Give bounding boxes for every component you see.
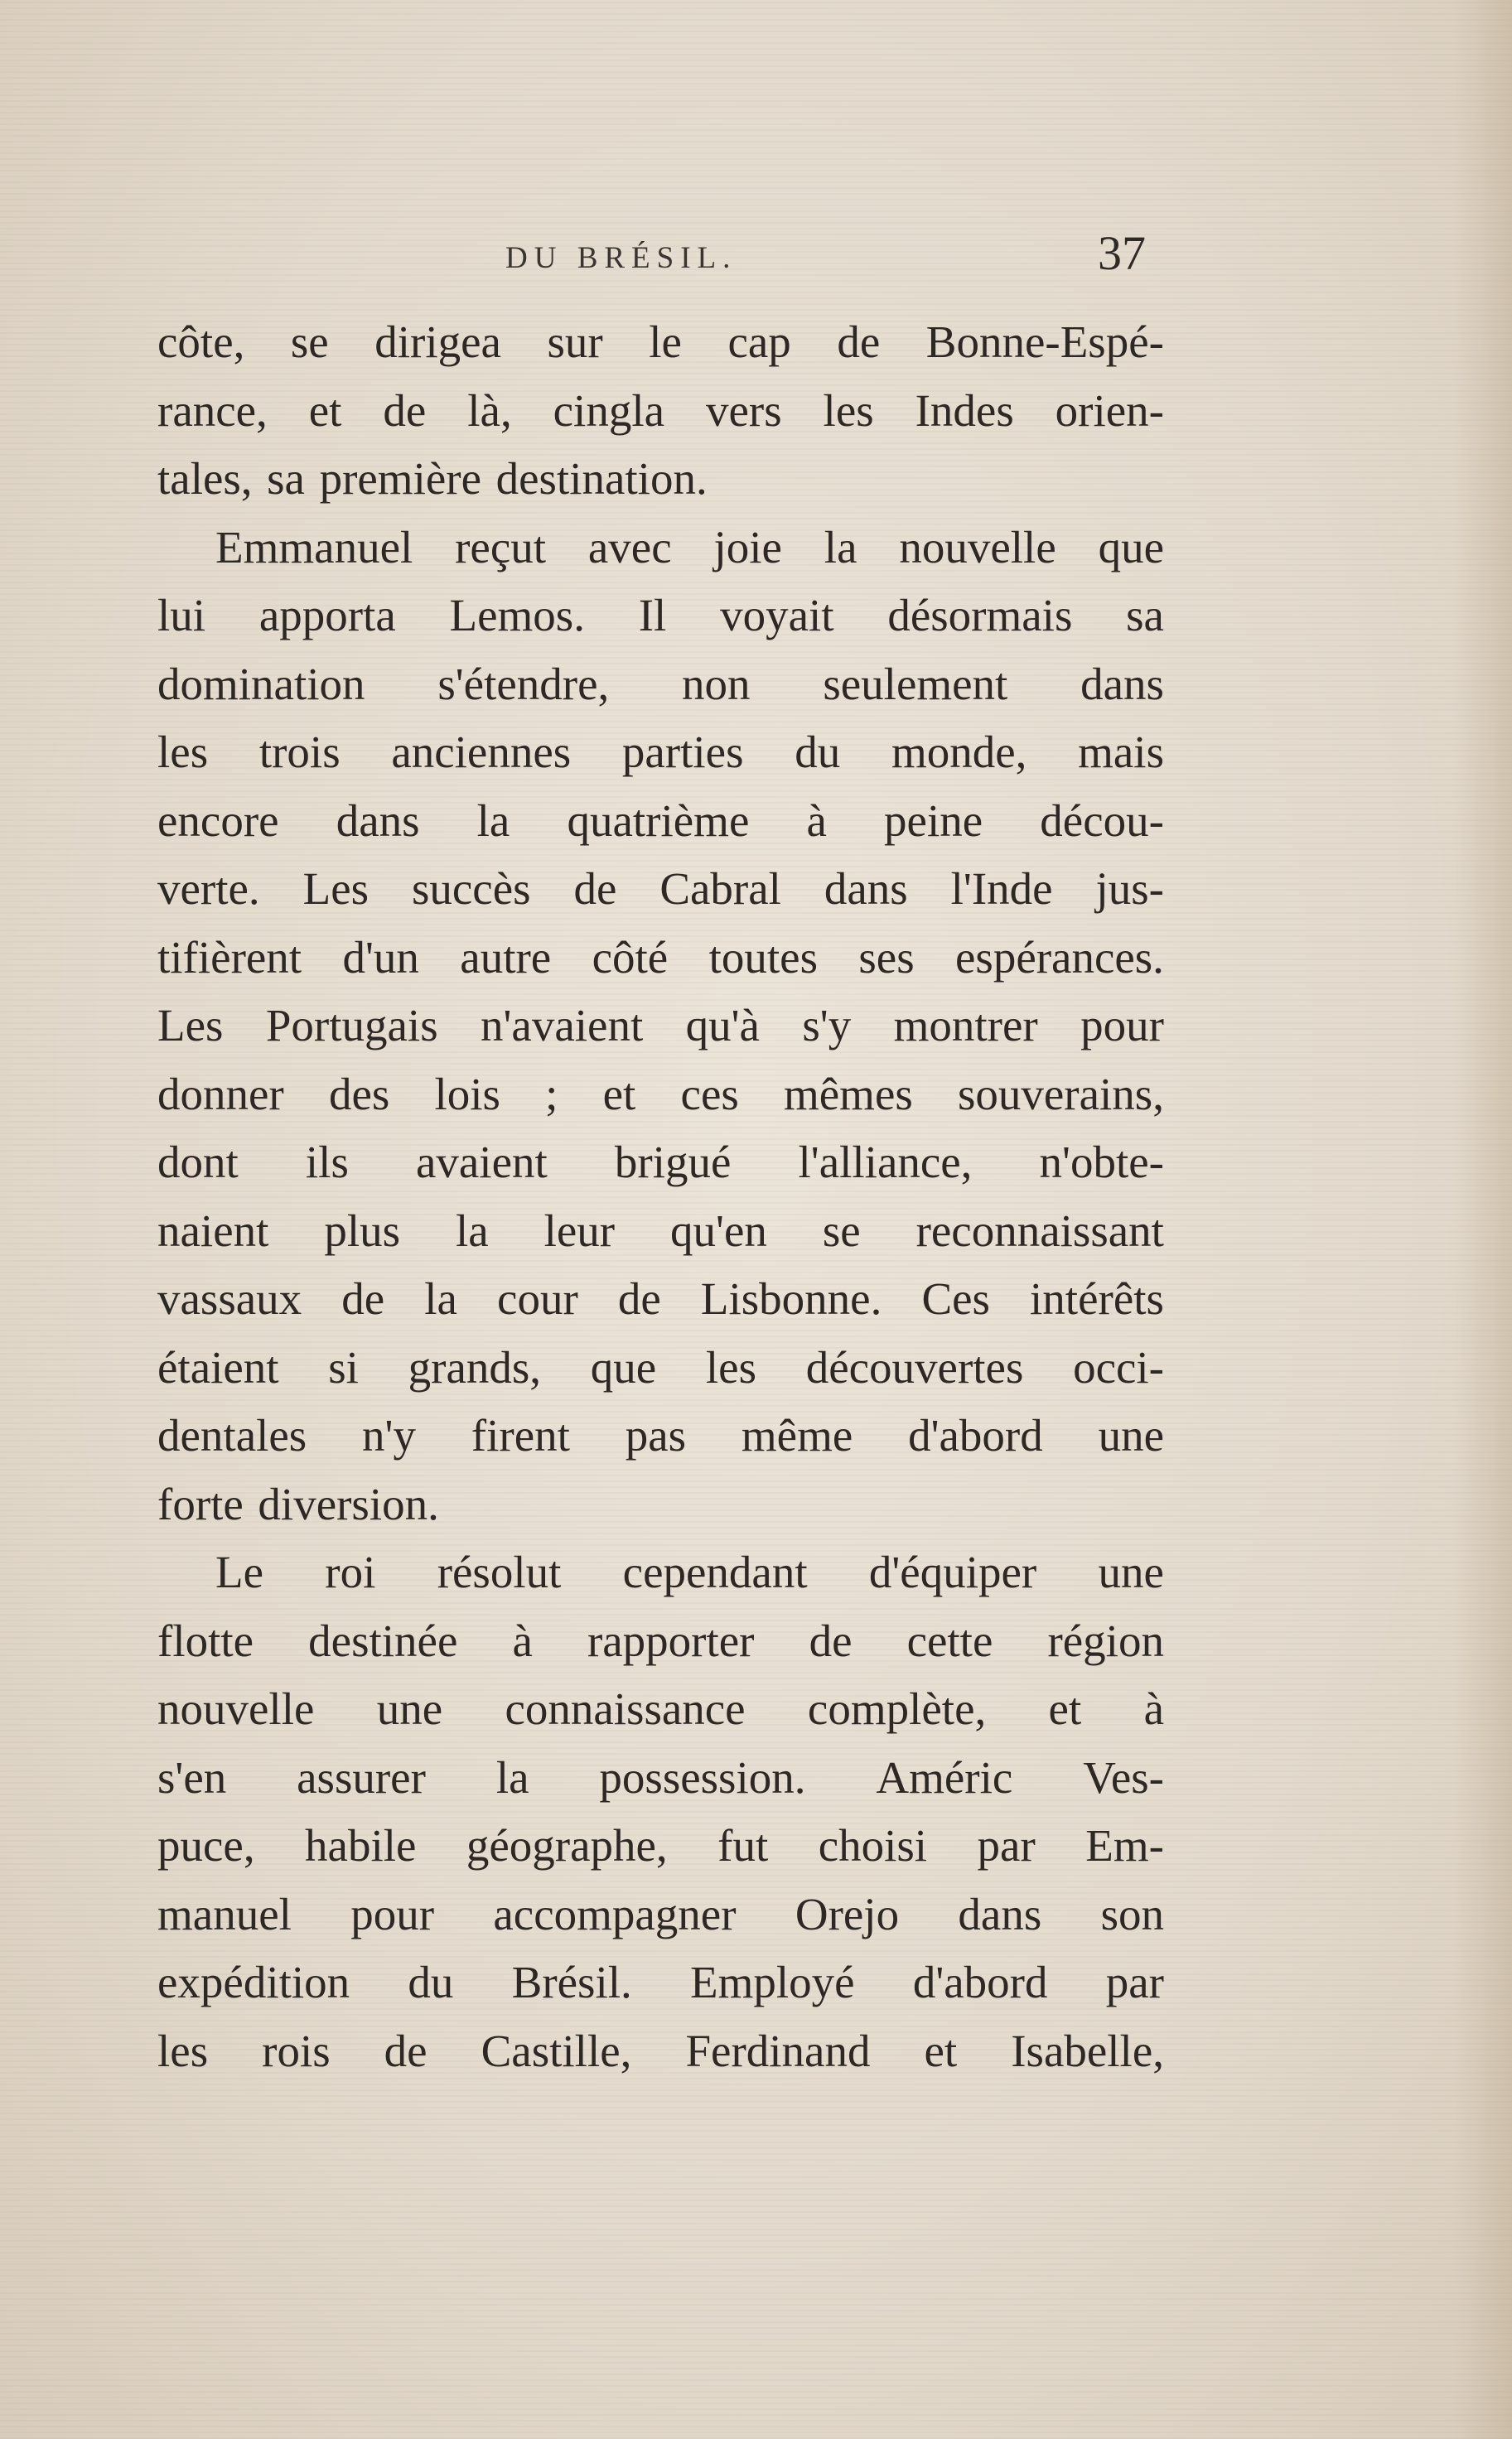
text-line: côte, se dirigea sur le cap de Bonne-Espé- (157, 316, 1164, 367)
text-line: manuel pour accompagner Orejo dans son (157, 1888, 1164, 1939)
text-line: tifièrent d'un autre côté toutes ses espérances. (157, 931, 1164, 983)
text-line: Emmanuel reçut avec joie la nouvelle que (215, 521, 1164, 572)
text-line: puce, habile géographe, fut choisi par Em- (157, 1820, 1164, 1871)
text-line: Les Portugais n'avaient qu'à s'y montrer pour (157, 1000, 1164, 1050)
text-line: rance, et de là, cingla vers les Indes orien- (157, 384, 1164, 436)
body-text (157, 308, 1164, 2085)
page-header (157, 225, 1164, 300)
text-line: expédition du Brésil. Employé d'abord par (157, 1957, 1164, 2007)
text-line: dont ils avaient brigué l'alliance, n'obte- (157, 1137, 1164, 1187)
text-line: Le roi résolut cependant d'équiper une (215, 1547, 1164, 1597)
text-line: forte diversion. (157, 1478, 439, 1529)
text-line: les rois de Castille, Ferdinand et Isabelle, (157, 2025, 1164, 2076)
text-line: naient plus la leur qu'en se reconnaissant (157, 1205, 1164, 1256)
text-line: les trois anciennes parties du monde, mais (157, 727, 1164, 777)
text-line: étaient si grands, que les découvertes occi- (157, 1341, 1164, 1393)
text-line: domination s'étendre, non seulement dans (157, 658, 1164, 709)
text-line: encore dans la quatrième à peine décou- (157, 794, 1164, 846)
text-line: tales, sa première destination. (157, 453, 708, 504)
text-line: dentales n'y firent pas même d'abord une (157, 1410, 1164, 1461)
running-head: DU BRÉSIL. (505, 241, 737, 275)
text-line: verte. Les succès de Cabral dans l'Inde jus- (157, 863, 1164, 914)
text-line: s'en assurer la possession. Améric Ves- (157, 1751, 1164, 1803)
text-line: flotte destinée à rapporter de cette région (157, 1615, 1164, 1666)
page-number: 37 (1098, 226, 1146, 280)
text-line: nouvelle une connaissance complète, et à (157, 1683, 1164, 1734)
text-line: lui apporta Lemos. Il voyait désormais sa (157, 590, 1164, 640)
text-line: donner des lois ; et ces mêmes souverains, (157, 1068, 1164, 1119)
page-edge-shadow (1454, 0, 1512, 2439)
text-line: vassaux de la cour de Lisbonne. Ces intérêts (157, 1273, 1164, 1324)
